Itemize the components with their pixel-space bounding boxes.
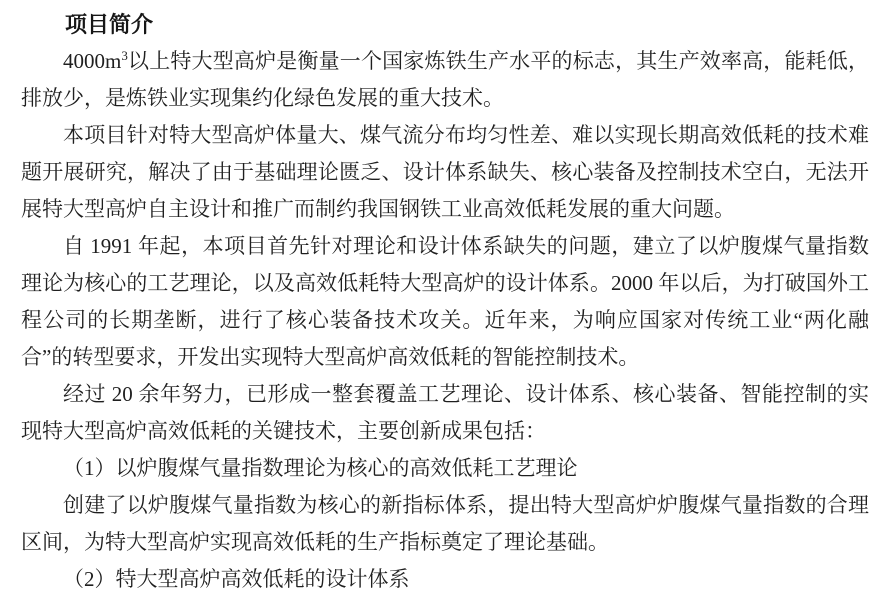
document-title: 项目简介 (65, 12, 154, 37)
paragraph-project-history: 自 1991 年起，本项目首先针对理论和设计体系缺失的问题，建立了以炉腹煤气量指数理论为核心的工艺理论，以及高效低耗特大型高炉的设计体系。2000 年以后，为打破国外工程公司的长期垄断，进行了核心装备技术攻关。近年来，为响应国家对传统工业“两化融合”的转型要求，开发出实现特大型高炉高效低耗的智能控制技术。 (21, 234, 869, 369)
paragraph-intro (21, 43, 869, 117)
paragraph-problem-statement: 本项目针对特大型高炉体量大、煤气流分布均匀性差、难以实现长期高效低耗的技术难题开展研究，解决了由于基础理论匮乏、设计体系缺失、核心装备及控制技术空白，无法开展特大型高炉自主设计和推广而制约我国钢铁工业高效低耗发展的重大问题。 (21, 123, 869, 221)
list-item-2-heading: （2）特大型高炉高效低耗的设计体系 (63, 567, 410, 591)
paragraph-achievements-summary: 经过 20 余年努力，已形成一整套覆盖工艺理论、设计体系、核心装备、智能控制的实现特大型高炉高效低耗的关键技术，主要创新成果包括： (21, 382, 869, 443)
paragraph-indicator-system: 创建了以炉腹煤气量指数为核心的新指标体系，提出特大型高炉炉腹煤气量指数的合理区间，为特大型高炉实现高效低耗的生产指标奠定了理论基础。 (21, 493, 869, 554)
superscript-3: 3 (121, 48, 128, 63)
list-item-1-heading: （1）以炉腹煤气量指数理论为核心的高效低耗工艺理论 (63, 456, 578, 480)
intro-text-pre: 4000m (63, 49, 122, 73)
intro-text-rest: 以上特大型高炉是衡量一个国家炼铁生产水平的标志，其生产效率高，能耗低，排放少，是炼铁业实现集约化绿色发展的重大技术。 (21, 49, 869, 110)
